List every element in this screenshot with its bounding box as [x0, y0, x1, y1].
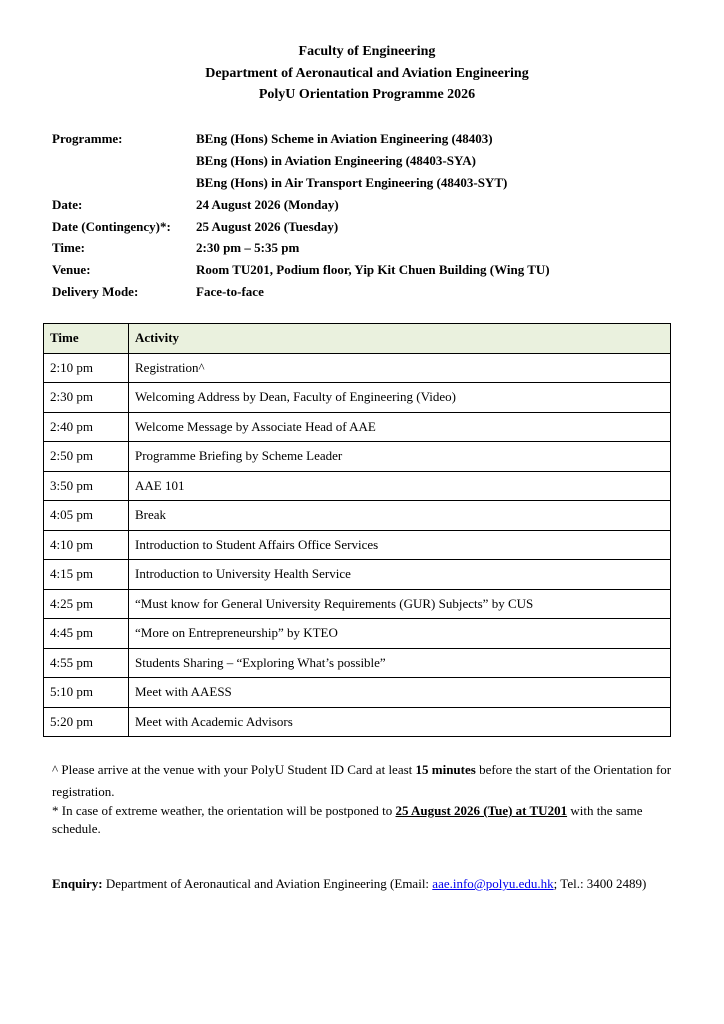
postponement-date: 25 August 2026 (Tue) at TU201 — [395, 803, 568, 818]
time-cell: 4:15 pm — [44, 560, 129, 590]
table-row — [44, 560, 671, 590]
table-row — [44, 707, 671, 737]
time-cell: 4:25 pm — [44, 589, 129, 619]
time-cell: 4:45 pm — [44, 619, 129, 649]
note-text: before the start of the Orientation for registration. — [52, 762, 672, 799]
activity-column-header: Activity — [129, 324, 671, 354]
table-header-row — [44, 324, 671, 354]
info-label: Delivery Mode: — [52, 284, 139, 300]
info-label: Date (Contingency)*: — [52, 218, 171, 234]
table-row — [44, 383, 671, 413]
info-value: Room TU201, Podium floor, Yip Kit Chuen Building (Wing TU) — [196, 262, 550, 278]
activity-cell: Introduction to University Health Service — [129, 560, 671, 590]
activity-cell: AAE 101 — [129, 471, 671, 501]
activity-cell: “Must know for General University Requirements (GUR) Subjects” by CUS — [129, 589, 671, 619]
info-value: BEng (Hons) Scheme in Aviation Engineering (48403) — [196, 131, 493, 146]
registration-note — [52, 759, 682, 802]
info-label: Date: — [52, 196, 83, 212]
activity-cell: Meet with Academic Advisors — [129, 707, 671, 737]
time-cell: 5:10 pm — [44, 678, 129, 708]
info-value: 2:30 pm – 5:35 pm — [196, 240, 300, 256]
time-cell: 2:50 pm — [44, 442, 129, 472]
table-row — [44, 678, 671, 708]
time-cell: 2:30 pm — [44, 383, 129, 413]
activity-cell: Students Sharing – “Exploring What’s possible” — [129, 648, 671, 678]
info-label: Time: — [52, 240, 85, 256]
info-value: BEng (Hons) in Air Transport Engineering (48403-SYT) — [196, 174, 508, 190]
info-value: 24 August 2026 (Monday) — [196, 196, 339, 212]
info-label: Venue: — [52, 262, 91, 278]
activity-cell: Introduction to Student Affairs Office Services — [129, 530, 671, 560]
department-title: Department of Aeronautical and Aviation Engineering — [205, 65, 529, 81]
time-cell: 3:50 pm — [44, 471, 129, 501]
note-emphasis: 15 minutes — [415, 762, 476, 777]
note-text: with the same schedule. — [52, 803, 643, 836]
table-row — [44, 589, 671, 619]
activity-cell: Break — [129, 501, 671, 531]
activity-cell: Meet with AAESS — [129, 678, 671, 708]
enquiry-text: Department of Aeronautical and Aviation Engineering (Email: — [102, 876, 433, 891]
email-link[interactable]: aae.info@polyu.edu.hk — [432, 876, 554, 891]
schedule-table — [43, 323, 671, 737]
table-row — [44, 501, 671, 531]
info-value: Face-to-face — [196, 284, 264, 300]
note-text: ^ Please arrive at the venue with your PolyU Student ID Card at least — [52, 762, 416, 777]
table-row — [44, 648, 671, 678]
time-cell: 5:20 pm — [44, 707, 129, 737]
enquiry-phone: ; Tel.: 3400 2489) — [553, 876, 647, 891]
table-row — [44, 353, 671, 383]
enquiry-label: Enquiry: — [52, 876, 103, 891]
time-cell: 4:55 pm — [44, 648, 129, 678]
document-title — [0, 41, 724, 106]
time-cell: 2:10 pm — [44, 353, 129, 383]
note-text: * In case of extreme weather, the orientation will be postponed to — [52, 803, 396, 818]
table-row — [44, 471, 671, 501]
faculty-title: Faculty of Engineering — [298, 44, 436, 59]
time-cell: 2:40 pm — [44, 412, 129, 442]
table-row — [44, 530, 671, 560]
info-value: 25 August 2026 (Tuesday) — [196, 218, 339, 234]
activity-cell: Programme Briefing by Scheme Leader — [129, 442, 671, 472]
programme-title: PolyU Orientation Programme 2026 — [258, 87, 476, 103]
table-row — [44, 442, 671, 472]
time-cell: 4:10 pm — [44, 530, 129, 560]
weather-note — [52, 802, 682, 838]
enquiry-line — [52, 874, 646, 894]
activity-cell: Registration^ — [129, 353, 671, 383]
info-label: Programme: — [52, 131, 123, 146]
activity-cell: Welcome Message by Associate Head of AAE — [129, 412, 671, 442]
activity-cell: “More on Entrepreneurship” by KTEO — [129, 619, 671, 649]
table-row — [44, 619, 671, 649]
table-row — [44, 412, 671, 442]
time-cell: 4:05 pm — [44, 501, 129, 531]
notes-section — [52, 759, 682, 838]
time-column-header: Time — [44, 324, 129, 354]
activity-cell: Welcoming Address by Dean, Faculty of Engineering (Video) — [129, 383, 671, 413]
info-value: BEng (Hons) in Aviation Engineering (48403-SYA) — [196, 152, 476, 168]
